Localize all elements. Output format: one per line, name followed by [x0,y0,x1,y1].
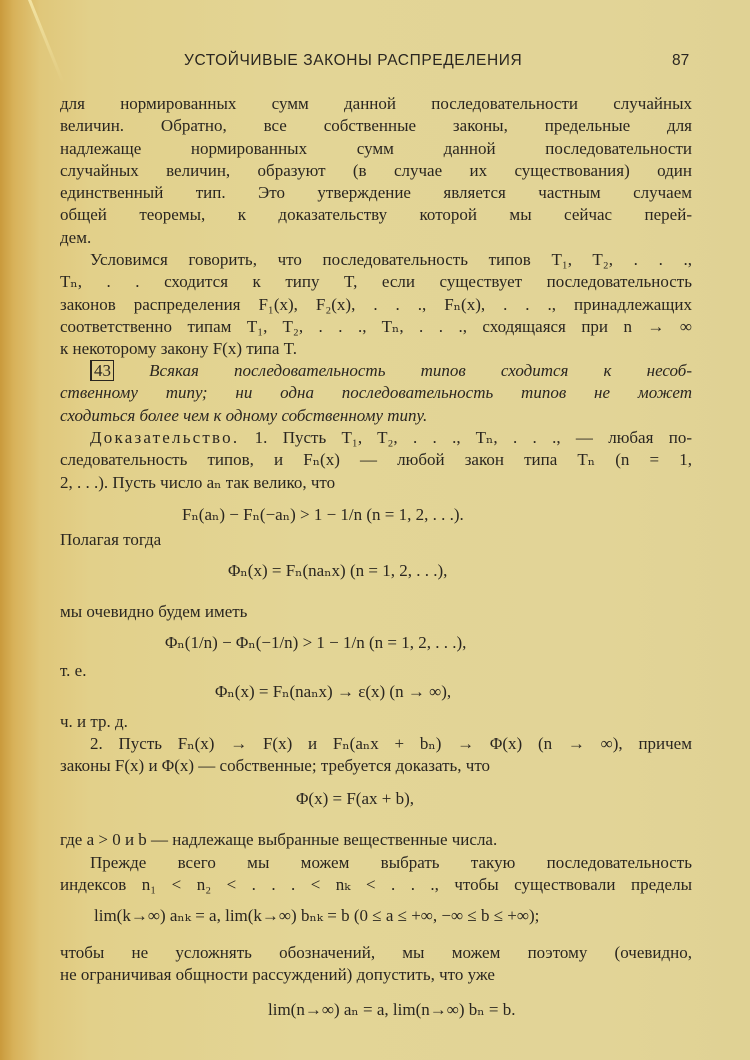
proof-first-line [60,427,692,449]
text-line: следовательность типов, и Fₙ(x) — любой закон типа Tₙ (n = 1, [60,450,692,470]
equation-7: lim(n→∞) aₙ = a, lim(n→∞) bₙ = b. [268,1000,516,1019]
text-line: единственный тип. Это утверждение является частным случаем [60,183,692,203]
text-line: общей теоремы, к доказательству которой мы сейчас перей- [60,205,692,225]
text-te: т. е. [60,661,87,680]
text-gde: где a > 0 и b — надлежаще выбранные вещественные числа. [60,830,498,849]
equation-4: Φₙ(x) = Fₙ(naₙx) → ε(x) (n → ∞), [215,682,452,701]
text-line: 1. Пусть T₁, T₂, . . ., Tₙ, . . ., — любая по- [254,428,692,447]
text-line: для нормированных сумм данной последовательности случайных [60,94,692,113]
equation-6: lim(k→∞) aₙₖ = a, lim(k→∞) bₙₖ = b (0 ≤ a ≤ +∞, −∞ ≤ b ≤ +∞); [94,906,540,925]
text-line: к некоторому закону F(x) типа T. [60,339,298,359]
equation-3: Φₙ(1/n) − Φₙ(−1/n) > 1 − 1/n (n = 1, 2, . . .), [165,633,467,652]
running-title: УСТОЙЧИВЫЕ ЗАКОНЫ РАСПРЕДЕЛЕНИЯ [184,52,523,69]
equation-5: Φ(x) = F(ax + b), [296,789,414,808]
proof-part-2 [60,733,692,778]
page-header [0,52,750,74]
text-line: соответственно типам T₁, T₂, . . ., Tₙ, . . ., сходящаяся при n → ∞ [60,316,692,336]
proof-part-1 [60,427,692,494]
paragraph-notation [60,942,692,987]
paragraph-intro [60,93,692,249]
text-line: 2, . . .). Пусть число aₙ так велико, что [60,472,336,492]
paragraph-subsequence [60,852,692,897]
theorem-43 [60,360,692,427]
text-line: случайных величин, образуют (в случае их существования) один [60,160,692,180]
text-line: чтобы не усложнять обозначений, мы можем поэтому (очевидно, [60,943,692,962]
paragraph-convergence-definition [60,249,692,360]
page-number: 87 [672,52,690,69]
text-line: индексов n₁ < n₂ < . . . < nₖ < . . ., чтобы существовали пределы [60,875,692,895]
text-line: законы F(x) и Φ(x) — собственные; требуется доказать, что [60,756,491,776]
text-chtd: ч. и тр. д. [60,712,128,731]
text-line: Tₙ, . . сходится к типу T, если существует последовательность [60,272,692,292]
theorem-first-line [60,360,692,382]
text-my-ochevidno: мы очевидно будем иметь [60,602,248,621]
text-line: дем. [60,227,92,247]
text-line: ственному типу; ни одна последовательность типов не может [60,383,692,403]
equation-2: Φₙ(x) = Fₙ(naₙx) (n = 1, 2, . . .), [228,561,448,580]
text-polagaya: Полагая тогда [60,530,162,549]
equation-1: Fₙ(aₙ) − Fₙ(−aₙ) > 1 − 1/n (n = 1, 2, . . .). [182,505,464,524]
theorem-number: 43 [90,360,114,381]
text-line: надлежаще нормированных сумм данной последовательности [60,138,692,158]
text-line: Условимся говорить, что последовательность типов T₁, T₂, . . ., [90,250,692,269]
text-line: 2. Пусть Fₙ(x) → F(x) и Fₙ(aₙx + bₙ) → Φ(x) (n → ∞), причем [90,734,692,753]
text-line: величин. Обратно, все собственные законы, предельные для [60,116,692,136]
text-line: не ограничивая общности рассуждений) допустить, что уже [60,965,495,985]
text-line: Прежде всего мы можем выбрать такую последовательность [90,853,692,872]
text-line: Всякая последовательность типов сходится к несоб- [149,361,693,380]
text-line: законов распределения F₁(x), F₂(x), . . ., Fₙ(x), . . ., принадлежащих [60,294,692,314]
proof-heading: Доказательство. [90,428,240,447]
text-line: сходиться более чем к одному собственному типу. [60,405,428,425]
